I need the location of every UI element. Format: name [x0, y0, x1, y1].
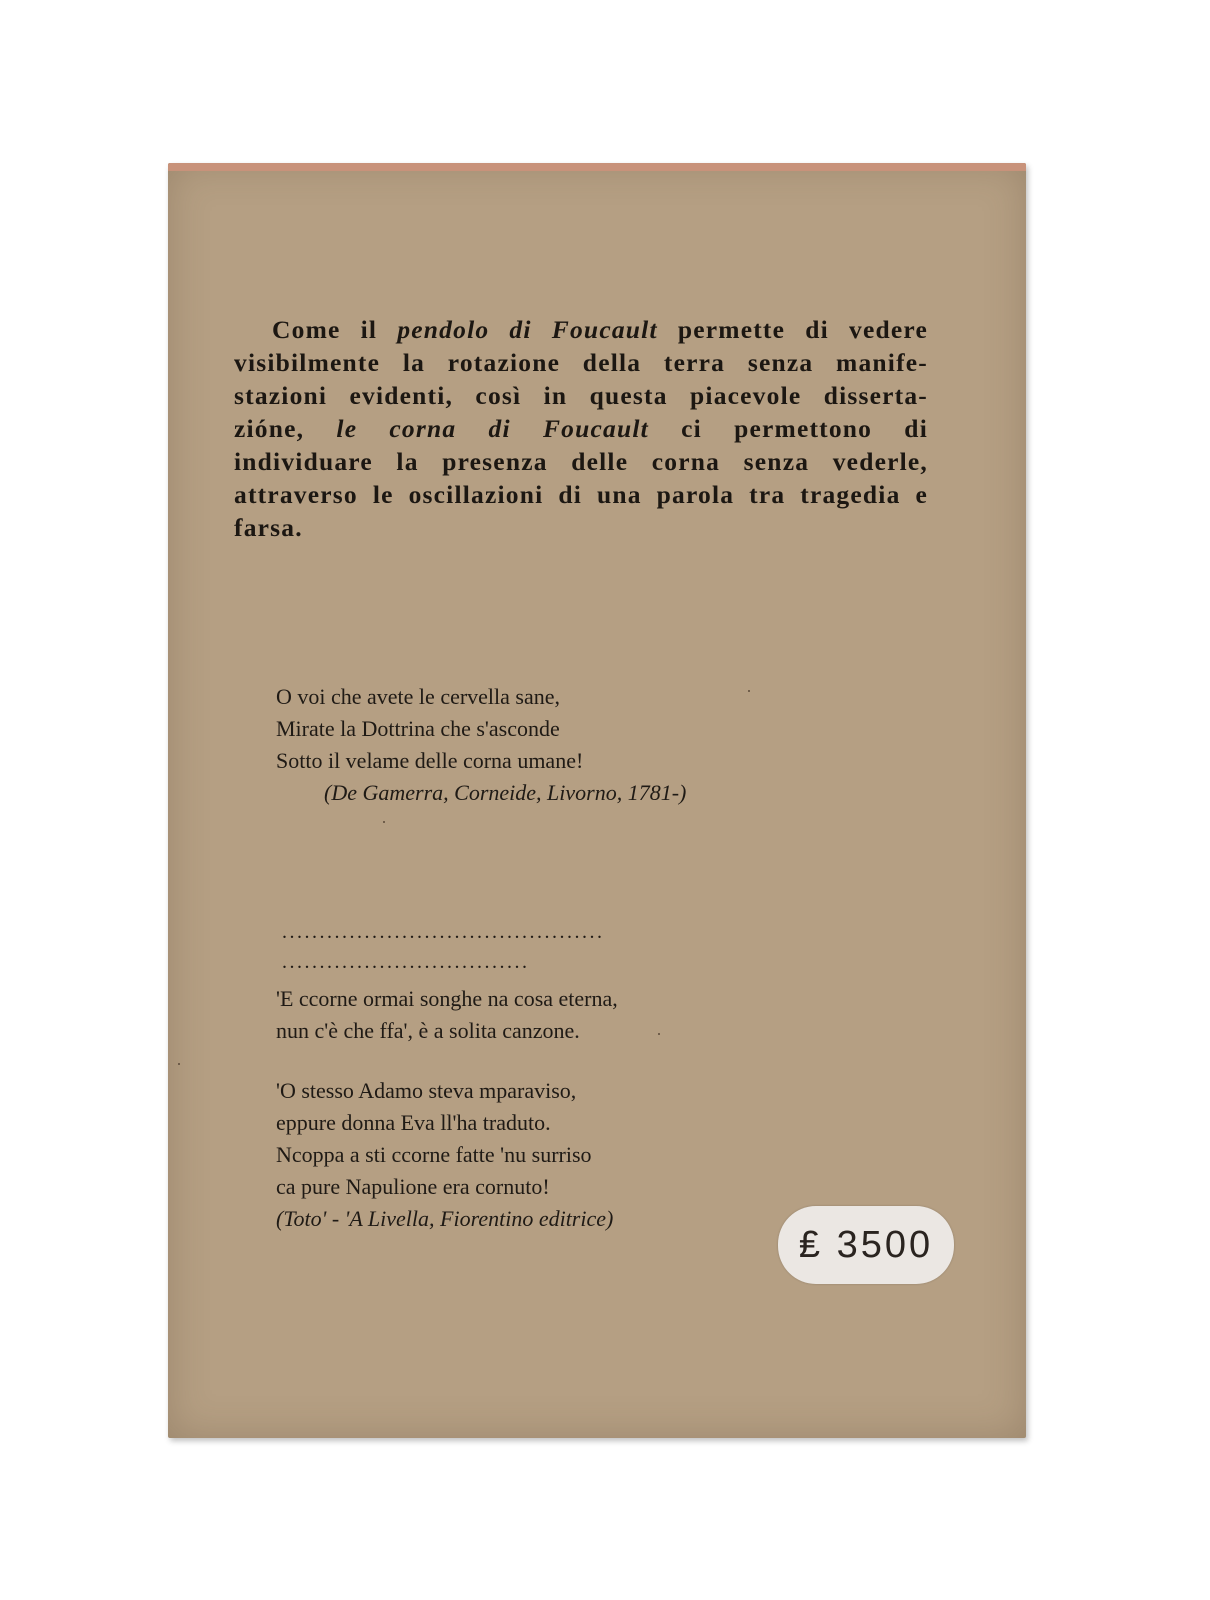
verse-line: Mirate la Dottrina che s'asconde [276, 716, 560, 741]
verse-livella-part2 [276, 1075, 613, 1235]
book-top-edge [168, 163, 1026, 171]
verse-line: Sotto il velame delle corna umane! [276, 748, 584, 773]
price-sticker: ₤ 3500 [778, 1206, 954, 1284]
blurb-text-1: Come il [272, 315, 398, 344]
ellipsis-line: ................................. [282, 951, 530, 973]
verse-livella-part1 [276, 983, 618, 1047]
ellipsis-line: ........................................... [282, 921, 605, 943]
verse-line: ca pure Napulione era cornuto! [276, 1174, 550, 1199]
verse-line: Ncoppa a sti ccorne fatte 'nu surriso [276, 1142, 592, 1167]
verse-line: nun c'è che ffa', è a solita canzone. [276, 1018, 580, 1043]
blurb-paragraph [234, 313, 928, 544]
paper-speck [178, 1063, 180, 1065]
blurb-italic-2: le corna di Foucault [336, 414, 649, 443]
blurb-text-3: ci permettono di individuare la presenza delle corna senza vederle, attraverso le oscillazioni di una parola tra tragedia e farsa. [234, 414, 928, 542]
blurb-italic-1: pendolo di Foucault [397, 315, 658, 344]
verse-citation: (Toto' - 'A Livella, Fiorentino editrice) [276, 1206, 614, 1231]
paper-speck [383, 821, 385, 823]
verse-line: eppure donna Eva ll'ha traduto. [276, 1110, 551, 1135]
verse-line: 'E ccorne ormai songhe na cosa eterna, [276, 986, 618, 1011]
book-back-cover [168, 163, 1026, 1438]
verse-de-gamerra [276, 681, 686, 809]
paper-speck [748, 690, 750, 692]
blurb-text-2: permette di vedere visibilmente la rotazione della terra senza manife-stazioni evidenti, così in questa piacevole disserta-zióne, [234, 315, 928, 443]
verse-line: 'O stesso Adamo steva mparaviso, [276, 1078, 577, 1103]
verse-line: O voi che avete le cervella sane, [276, 684, 561, 709]
paper-speck [658, 1033, 660, 1035]
verse-citation: (De Gamerra, Corneide, Livorno, 1781-) [324, 780, 687, 805]
